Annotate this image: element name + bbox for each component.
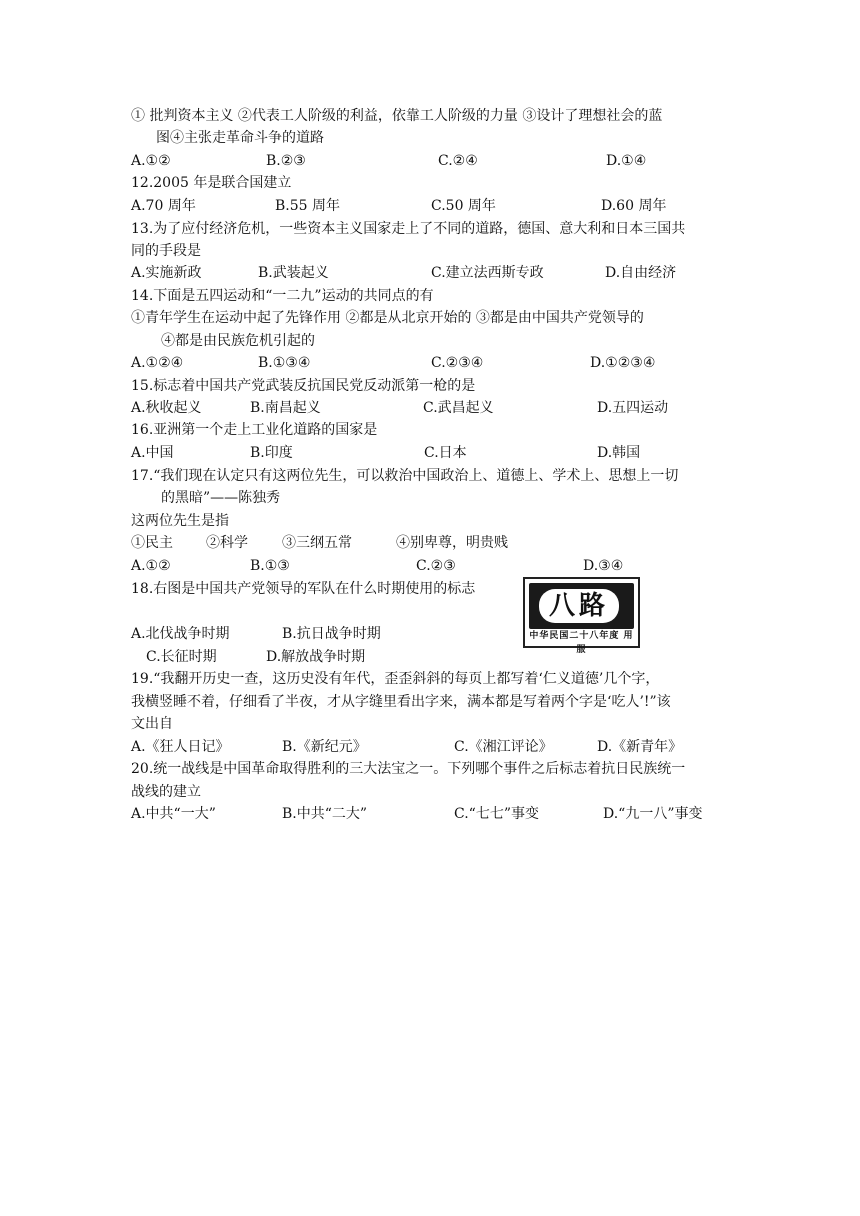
q12-option-b[interactable]: B.55 周年 (275, 198, 341, 214)
q17-statement-2: ②科学 (206, 535, 248, 551)
q16-option-b[interactable]: B.印度 (250, 445, 293, 461)
q17-stem-line-2: 的黑暗”——陈独秀 (161, 490, 281, 506)
q20-stem-line-2: 战线的建立 (131, 784, 201, 800)
q19-stem-line-2: 我横竖睡不着，仔细看了半夜，才从字缝里看出字来，满本都是写着两个字是‘吃人’!”该 (131, 694, 671, 710)
q18-stem: 18.右图是中国共产党领导的军队在什么时期使用的标志 (131, 581, 476, 597)
q17-option-c[interactable]: C.②③ (416, 558, 456, 574)
q15-stem: 15.标志着中国共产党武装反抗国民党反动派第一枪的是 (131, 378, 476, 394)
q16-stem: 16.亚洲第一个走上工业化道路的国家是 (131, 422, 378, 438)
q14-option-a[interactable]: A.①②④ (131, 355, 184, 371)
q13-option-d[interactable]: D.自由经济 (605, 265, 677, 281)
q20-option-b[interactable]: B.中共“二大” (282, 806, 368, 822)
eighth-route-army-armband-image (523, 577, 640, 655)
q17-stem-line-1: 17.“我们现在认定只有这两位先生，可以救治中国政治上、道德上、学术上、思想上一切 (131, 468, 679, 484)
q12-stem: 12.2005 年是联合国建立 (131, 175, 292, 191)
q13-option-b[interactable]: B.武装起义 (258, 265, 329, 281)
q12-option-a[interactable]: A.70 周年 (131, 198, 196, 214)
q15-option-d[interactable]: D.五四运动 (597, 400, 669, 416)
q11-option-d[interactable]: D.①④ (606, 153, 647, 169)
q13-stem-line-2: 同的手段是 (131, 243, 201, 259)
q12-option-c[interactable]: C.50 周年 (431, 198, 496, 214)
q16-option-c[interactable]: C.日本 (424, 445, 467, 461)
q19-stem-line-3: 文出自 (131, 716, 173, 732)
q20-stem-line-1: 20.统一战线是中国革命取得胜利的三大法宝之一。下列哪个事件之后标志着抗日民族统一 (131, 761, 686, 777)
q14-option-b[interactable]: B.①③④ (258, 355, 311, 371)
q19-option-c[interactable]: C.《湘江评论》 (454, 739, 553, 755)
armband-small-text: 中华民国二十八年度 用服 (529, 631, 634, 655)
q19-option-a[interactable]: A.《狂人日记》 (131, 739, 230, 755)
q17-option-d[interactable]: D.③④ (583, 558, 624, 574)
q18-option-c[interactable]: C.长征时期 (146, 649, 217, 665)
q17-stem-line-3: 这两位先生是指 (131, 513, 229, 529)
q11-statement-line-2: 图④主张走革命斗争的道路 (156, 130, 324, 146)
q17-statement-4: ④别卑尊，明贵贱 (396, 535, 508, 551)
q13-stem-line-1: 13.为了应付经济危机，一些资本主义国家走上了不同的道路，德国、意大利和日本三国共 (131, 221, 686, 237)
q14-option-d[interactable]: D.①②③④ (590, 355, 656, 371)
q11-option-c[interactable]: C.②④ (438, 153, 478, 169)
q16-option-d[interactable]: D.韩国 (597, 445, 641, 461)
q11-option-a[interactable]: A.①② (131, 153, 171, 169)
q18-option-a[interactable]: A.北伐战争时期 (131, 626, 230, 642)
q20-option-a[interactable]: A.中共“一大” (131, 806, 216, 822)
q17-option-a[interactable]: A.①② (131, 558, 171, 574)
q19-stem-line-1: 19.“我翻开历史一查，这历史没有年代，歪歪斜斜的每页上都写着‘仁义道德’几个字， (131, 671, 660, 687)
q14-statement-line-2: ④都是由民族危机引起的 (161, 333, 315, 349)
q16-option-a[interactable]: A.中国 (131, 445, 174, 461)
armband-band (529, 583, 634, 629)
q13-option-c[interactable]: C.建立法西斯专政 (431, 265, 544, 281)
q17-option-b[interactable]: B.①③ (250, 558, 290, 574)
q14-option-c[interactable]: C.②③④ (431, 355, 484, 371)
q13-option-a[interactable]: A.实施新政 (131, 265, 202, 281)
q14-stem: 14.下面是五四运动和“一二九”运动的共同点的有 (131, 288, 434, 304)
q17-statement-1: ①民主 (131, 535, 173, 551)
q15-option-c[interactable]: C.武昌起义 (423, 400, 494, 416)
q15-option-b[interactable]: B.南昌起义 (250, 400, 321, 416)
q14-statement-line-1: ①青年学生在运动中起了先锋作用 ②都是从北京开始的 ③都是由中国共产党领导的 (131, 310, 644, 326)
q20-option-c[interactable]: C.“七七”事变 (454, 806, 539, 822)
q15-option-a[interactable]: A.秋收起义 (131, 400, 202, 416)
q20-option-d[interactable]: D.“九一八”事变 (603, 806, 703, 822)
q11-option-b[interactable]: B.②③ (266, 153, 306, 169)
q19-option-b[interactable]: B.《新纪元》 (282, 739, 367, 755)
q18-option-d[interactable]: D.解放战争时期 (266, 649, 366, 665)
q11-statement-line-1: ① 批判资本主义 ②代表工人阶级的利益，依靠工人阶级的力量 ③设计了理想社会的蓝 (131, 108, 663, 124)
armband-main-characters: 八路 (539, 589, 619, 623)
q12-option-d[interactable]: D.60 周年 (601, 198, 667, 214)
q19-option-d[interactable]: D.《新青年》 (597, 739, 683, 755)
q17-statement-3: ③三纲五常 (282, 535, 352, 551)
q18-option-b[interactable]: B.抗日战争时期 (282, 626, 381, 642)
